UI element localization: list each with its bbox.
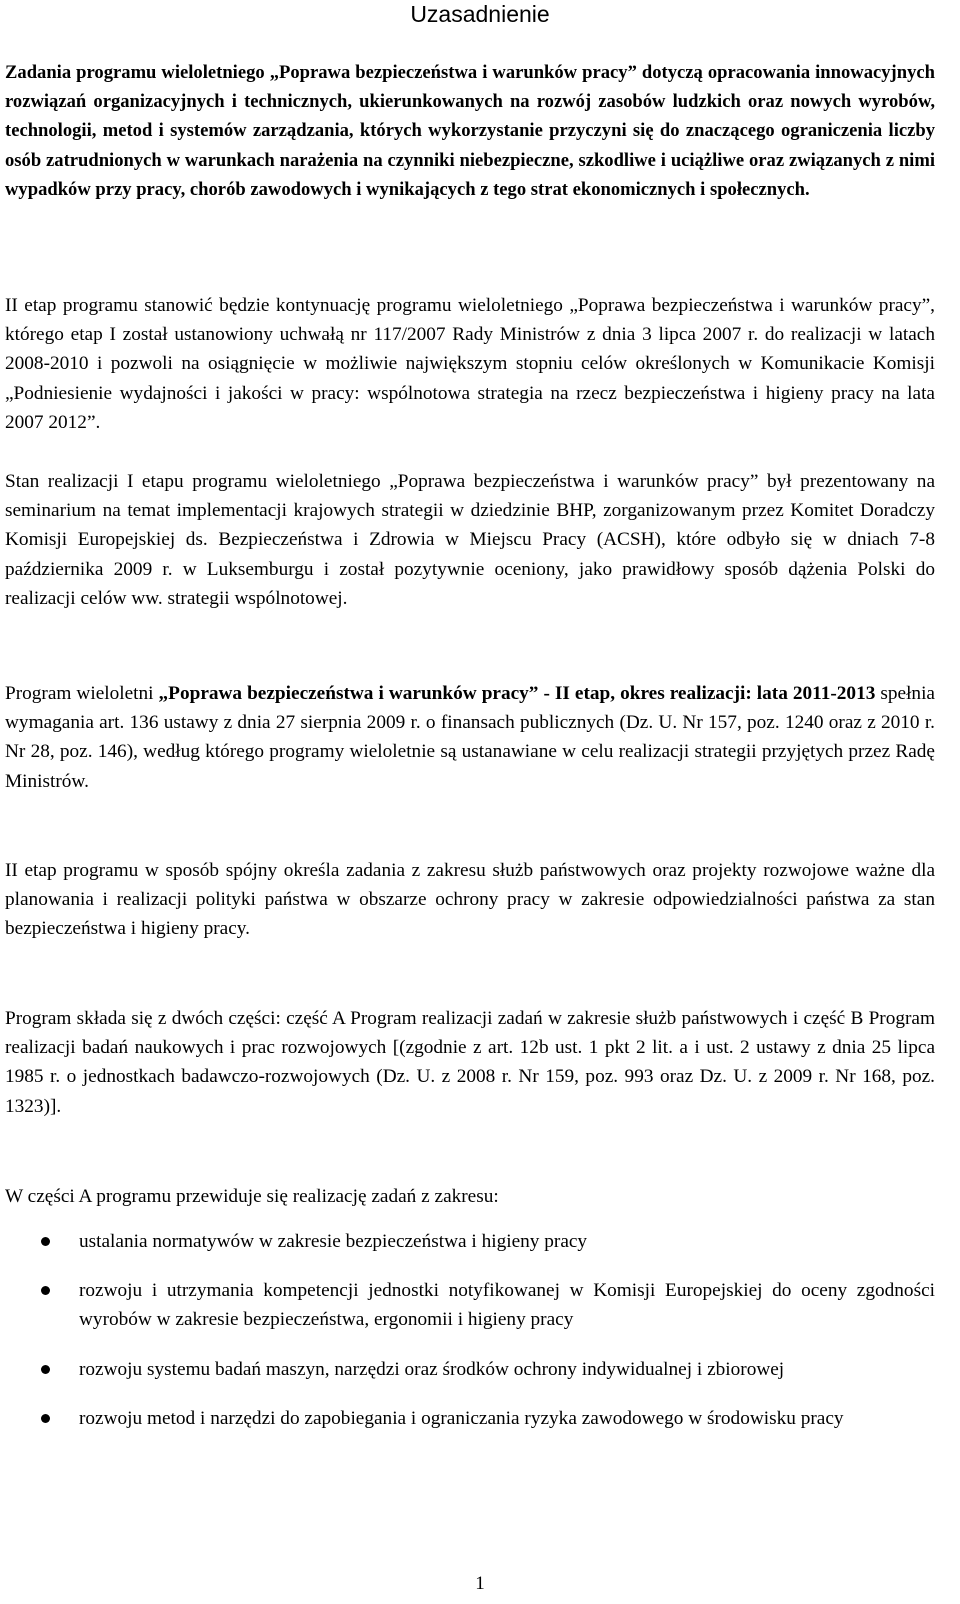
part-a-intro-paragraph: W części A programu przewiduje się realizację zadań z zakresu: <box>5 1186 499 1207</box>
list-item-text: rozwoju metod i narzędzi do zapobiegania i ograniczania ryzyka zawodowego w środowisku pracy <box>79 1407 844 1429</box>
program-lead-text: Program wieloletni <box>5 683 159 704</box>
list-item-text: rozwoju i utrzymania kompetencji jednostki notyfikowanej w Komisji Europejskiej do oceny zgodności wyrobów w zakresie bezpieczeństwa, ergonomii i higieny pracy <box>79 1280 935 1331</box>
list-item <box>0 1276 935 1334</box>
bullet-icon <box>41 1286 50 1295</box>
program-requirements-paragraph <box>5 679 935 796</box>
list-item <box>0 1404 935 1433</box>
intro-paragraph: Zadania programu wieloletniego „Poprawa bezpieczeństwa i warunków pracy” dotyczą opracowania innowacyjnych rozwiązań organizacyjnych i technicznych, ukierunkowanych na rozwój zasobów ludzkich oraz nowych wyrobów, technologii, metod i systemów zarządzania, których wykorzystanie przyczyni się do znaczącego ograniczenia liczby osób zatrudnionych w warunkach narażenia na czynniki niebezpieczne, szkodliwe i uciążliwe oraz związanych z nimi wypadków przy pracy, chorób zawodowych i wynikających z tego strat ekonomicznych i społecznych. <box>5 62 935 200</box>
list-item <box>0 1227 935 1256</box>
program-scope-paragraph: II etap programu w sposób spójny określa zadania z zakresu służb państwowych oraz projekty rozwojowe ważne dla planowania i realizacji polityki państwa w obszarze ochrony pracy w zakresie odpowiedzialności państwa za stan bezpieczeństwa i higieny pracy. <box>5 860 935 940</box>
document-title: Uzasadnienie <box>410 1 550 27</box>
list-item-text: rozwoju systemu badań maszyn, narzędzi oraz środków ochrony indywidualnej i zbiorowej <box>79 1358 785 1380</box>
page-number: 1 <box>475 1573 485 1594</box>
program-bold-text: „Poprawa bezpieczeństwa i warunków pracy” - II etap, okres realizacji: lata 2011-2013 <box>158 683 876 704</box>
bullet-icon <box>41 1414 50 1423</box>
program-parts-paragraph: Program składa się z dwóch części: część A Program realizacji zadań w zakresie służb państwowych i część B Program realizacji badań naukowych i prac rozwojowych [(zgodnie z art. 12b ust. 1 pkt 2 lit. a i ust. 2 ustawy z dnia 25 lipca 1985 r. o jednostkach badawczo-rozwojowych (Dz. U. z 2008 r. Nr 159, poz. 993 oraz Dz. U. z 2009 r. Nr 168, poz. 1323)]. <box>5 1008 935 1117</box>
part-a-task-list <box>0 1227 940 1433</box>
bullet-icon <box>41 1237 50 1246</box>
list-item-text: ustalania normatywów w zakresie bezpieczeństwa i higieny pracy <box>79 1231 588 1252</box>
stage-two-paragraph: II etap programu stanowić będzie kontynuację programu wieloletniego „Poprawa bezpieczeństwa i warunków pracy”, którego etap I został ustanowiony uchwałą nr 117/2007 Rady Ministrów z dnia 3 lipca 2007 r. do realizacji w latach 2008-2010 i pozwoli na osiągnięcie w możliwie największym stopniu celów określonych w Komunikacie Komisji „Podniesienie wydajności i jakości w pracy: wspólnotowa strategia na rzecz bezpieczeństwa i higieny pracy na lata 2007 2012”. <box>5 295 935 433</box>
program-rest-text: spełnia wymagania art. 136 ustawy z dnia 27 sierpnia 2009 r. o finansach publicznych (Dz. U. Nr 157, poz. 1240 oraz z 2010 r. Nr 28, poz. 146), według którego programy wieloletnie są ustanawiane w celu realizacji strategii przyjętych przez Radę Ministrów. <box>5 683 935 792</box>
stage-one-status-paragraph: Stan realizacji I etapu programu wieloletniego „Poprawa bezpieczeństwa i warunków pracy” był prezentowany na seminarium na temat implementacji krajowych strategii w dziedzinie BHP, zorganizowanym przez Komitet Doradczy Komisji Europejskiej ds. Bezpieczeństwa i Zdrowia w Miejscu Pracy (ACSH), które odbyło się w dniach 7-8 października 2009 r. w Luksemburgu i został pozytywnie oceniony, jako prawidłowy sposób dążenia Polski do realizacji celów ww. strategii wspólnotowej. <box>5 471 935 609</box>
list-item <box>0 1355 935 1384</box>
bullet-icon <box>41 1365 50 1374</box>
